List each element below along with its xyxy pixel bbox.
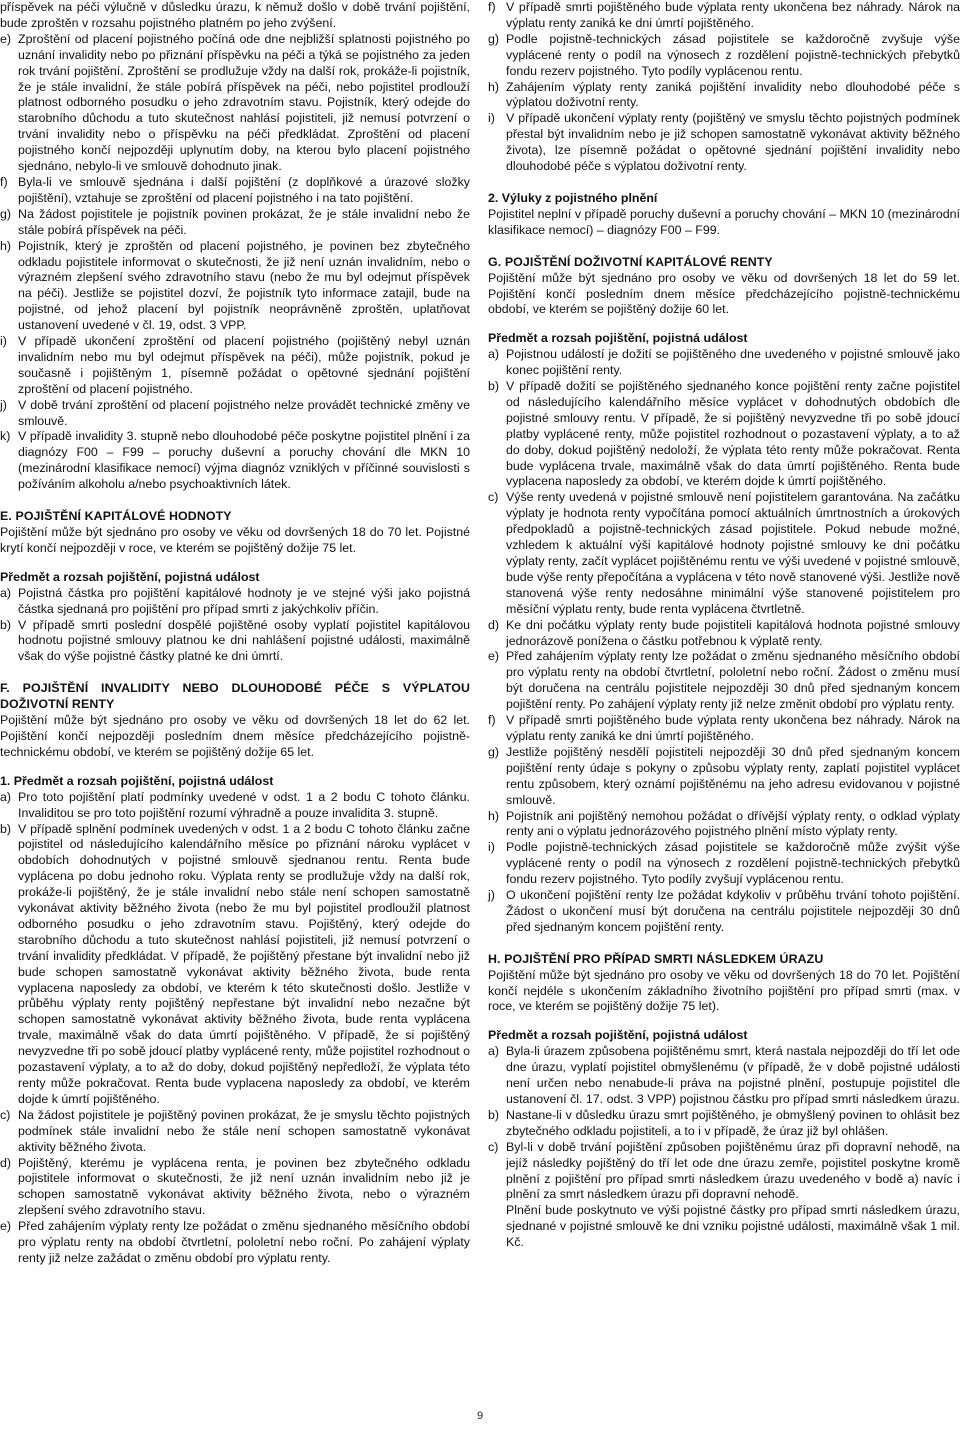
- list-section-d-tail: [0, 32, 470, 493]
- section-heading-e: E. POJIŠTĚNÍ KAPITÁLOVÉ HODNOTY: [0, 509, 232, 524]
- closing-paragraph: Plnění bude poskytnuto ve výši pojistné částky pro případ smrti následkem úrazu, sjednané v pojistné smlouvě ke dni vzniku pojistné události, maximálně však 1 mil. Kč.: [506, 1203, 960, 1250]
- list-item: g) Jestliže pojištěný nesdělí pojistiteli nejpozději 30 dnů před sjednaným koncem pojištění renty údaje s pokyny o způsobu výplaty renty, zaplatí pojistitel vyplácet rentu způsobem, který oznámí pojištěnému na jeho adresu evidovanou v pojistné smlouvě.: [488, 744, 960, 807]
- list-item: b) V případě splnění podmínek uvedených v odst. 1 a 2 bodu C tohoto článku začne pojistitel od následujícího kalendářního měsíce po přiznání nároku vyplácet v obdobích dohodnutých v pojistné smlouvě sjednanou rentu. Renta bude vyplácena po dobu jednoho roku. Výplata renty se prodlužuje vždy na další rok, prokáže-li pojištěný, že je stále invalidní nebo stále není schopen samostatně vykonávat aktivity běžného života (nebo že mu byl pojistitel prodloužil platnost odborného posudku o jeho zdravotním stavu. Pojištěný, který odejde do starobního důchodu a tuto skutečnost nahlásí pojistiteli, již nemusí potvrzení o trvání invalidity předkládat. V případě, že pojištěný přestane být invalidní nebo již bude schopen samostatně vykonávat aktivity běžného života, bude renta vyplacena naposledy za období, ve kterém k této skutečnosti došlo. Jestliže v průběhu výplaty renty pojištěný nepřestane být invalidní nebo nezačne být schopen samostatně vykonávat aktivity běžného života, bude renta vyplácena trvale, maximálně však do data úmrtí pojištěného. V případě, že si pojištěný nevyzvedne tři po sobě jdoucí platby vyplácené renty, může pojistitel rozhodnout o pozastavení výplaty, a to až do doby, dokud pojištěný nepředloží, že výplata této renty může pokračovat. Renta bude vyplacena naposledy za období, ve kterém dojde k úmrtí pojištěného.: [0, 821, 470, 1106]
- subsection-heading: 1. Předmět a rozsah pojištění, pojistná událost: [0, 773, 274, 788]
- list-item: i) Podle pojistně-technických zásad pojistitele se každoročně může zvýšit výše vyplácené renty o podíl na výnosech z rozdělení pojistně-technických přebytků fondu rezerv pojistného. Tyto podíly zvyšují vyplácenou rentu.: [488, 840, 960, 887]
- list-item: e) Před zahájením výplaty renty lze požádat o změnu sjednaného měsíčního období pro výplatu renty na období čtvrtletní, pololetní nebo roční. Žádost o změnu musí být doručena na centrálu pojistitele nejpozději 30 dnů před sjednaným koncem pojištění renty. Po zahájení výplaty renty již nelze změnit období pro výplatu renty.: [488, 649, 960, 712]
- list-item: a) Byla-li úrazem způsobena pojištěnému smrt, která nastala nejpozději do tří let ode dne úrazu, vyplatí pojistitel obmyšlenému (v případě, že v době pojistné události není určen nebo nenabude-li práva na pojistné plnění, postupuje pojistitel dle ustanovení čl. 17. odst. 3 VPP) pojistnou částku pro případ smrti následkem úrazu.: [488, 1044, 960, 1106]
- subsection-heading: Předmět a rozsah pojištění, pojistná událost: [0, 569, 260, 584]
- page-number: 9: [476, 1410, 484, 1422]
- list-item: d) Ke dni počátku výplaty renty bude pojistiteli kapitálová hodnota pojistné smlouvy jednorázově ponížena o částku potřebnou k výplatě renty.: [488, 617, 960, 648]
- list-item: b) V případě smrti poslední dospělé pojištěné osoby vyplatí pojistitel kapitálovou hodnotu pojistné smlouvy platnou ke dni nahlášení pojistné události, maximálně však do výše pojistné částky platné ke dni úmrtí.: [0, 617, 470, 664]
- list-item: i) V případě ukončení výplaty renty (pojištěný ve smyslu těchto pojistných podmínek přestal být invalidním nebo je již schopen samostatně vykonávat aktivity běžného života), lze písemně požádat o opětovné sjednání pojištění invalidity nebo dlouhodobé péče s výplatou doživotní renty.: [488, 111, 960, 174]
- list-item: h) Pojistník, který je zproštěn od placení pojistného, je povinen bez zbytečného odkladu pojistitele informovat o skutečnosti, že již není uznán invalidním, nebo o výrazném zlepšení svého zdravotního stavu (nebo že mu byl odejmut příspěvek na péči). Jestliže se pojistitel dozví, že pojistník tyto informace zatajil, bude na pojistné, od jehož placení byl pojistník neoprávněně zproštěn, uplatňovat ustanovení uvedené v čl. 19, odst. 3 VPP.: [0, 238, 470, 333]
- section-heading-f: F. POJIŠTĚNÍ INVALIDITY NEBO DLOUHODOBÉ PÉČE S VÝPLATOU DOŽIVOTNÍ RENTY: [0, 681, 470, 712]
- list-item: d) Pojištěný, kterému je vyplácena renta, je povinen bez zbytečného odkladu pojistitele informovat o skutečnosti, že již není uznán invalidním nebo již je schopen samostatně vykonávat aktivity běžného života, nebo o výrazném zlepšení svého zdravotního stavu.: [0, 1155, 470, 1218]
- subsection-heading: 2. Výluky z pojistného plnění: [488, 190, 658, 205]
- list-item: c) Byl-li v době trvání pojištění způsoben pojištěnému úraz při dopravní nehodě, na jejíž následky pojištěný do tří let ode dne úrazu zemře, pojistitel poskytne kromě plnění z pojištění pro případ smrti následkem úrazu uvedeného v bodě a) navíc i plnění za smrt následkem úrazu při dopravní nehodě.: [488, 1139, 960, 1202]
- list-item: j) V době trvání zproštění od placení pojistného nelze provádět technické změny ve smlouvě.: [0, 397, 470, 428]
- list-item: e) Před zahájením výplaty renty lze požádat o změnu sjednaného měsíčního období pro výplatu renty na období čtvrtletní, pololetní nebo roční. Po zahájení výplaty renty již nelze zažádat o změnu období pro výplatu renty.: [0, 1219, 470, 1265]
- list-item: a) Pojistnou událostí je dožití se pojištěného dne uvedeného v pojistné smlouvě jako konec pojištění renty.: [488, 347, 960, 378]
- list-item: f) Byla-li ve smlouvě sjednána i další pojištění (z doplňkové a úrazové složky pojištění), vztahuje se zproštění od placení pojistného i na tato pojištění.: [0, 174, 470, 205]
- list-item: k) V případě invalidity 3. stupně nebo dlouhodobé péče poskytne pojistitel plnění i za diagnózy F00 – F99 – poruchy duševní a poruchy chování dle MKN 10 (mezinárodní klasifikace nemocí) výjma diagnóz vzniklých v příčinné souvislosti s požíváním alkoholu a/nebo psychoaktivních látek.: [0, 429, 470, 492]
- list-item: c) Výše renty uvedená v pojistné smlouvě není pojistitelem garantována. Na začátku výplaty je hodnota renty vypočítána pomocí aktuálních úmrtnostních a úrokových předpokladů a pojistně-technických zásad pojistitele. Pokud nebude možné, vzhledem k aktuální výši kapitálové hodnoty pojistné smlouvy ke dni počátku výplaty renty, začít vyplácet pojištěnému rentu ve výši uvedené v pojistné smlouvě, bude výše renty přepočítána a vyplácena v této nově stanovené výši. Jestliže nově stanovená výše renty nedosáhne minimální výše stanovené pojistitelem pro měsíční výplatu renty, bude renta vyplácena čtvrtletně.: [488, 490, 960, 616]
- section-heading-g: G. POJIŠTĚNÍ DOŽIVOTNÍ KAPITÁLOVÉ RENTY: [488, 254, 773, 269]
- list-item: f) V případě smrti pojištěného bude výplata renty ukončena bez náhrady. Nárok na výplatu renty zaniká ke dni úmrtí pojištěného.: [488, 713, 960, 743]
- list-item: a) Pojistná částka pro pojištění kapitálové hodnoty je ve stejné výši jako pojistná částka sjednaná pro pojištění pro případ smrti z jakýchkoliv příčin.: [0, 585, 470, 616]
- section-intro: Pojištění může být sjednáno pro osoby ve věku od dovršených 18 do 70 let. Pojištění končí nejdéle s ukončením základního životního pojištění pro případ smrti (max. v roce, ve kterém se pojištěný dožije 75 let).: [488, 967, 960, 1014]
- list-item: f) V případě smrti pojištěného bude výplata renty ukončena bez náhrady. Nárok na výplatu renty zaniká ke dni úmrtí pojištěného.: [488, 0, 960, 30]
- paragraph: Pojistitel neplní v případě poruchy duševní a poruchy chování – MKN 10 (mezinárodní klasifikace nemocí) – diagnózy F00 – F99.: [488, 206, 960, 237]
- list-item: h) Zahájením výplaty renty zaniká pojištění invalidity nebo dlouhodobé péče s výplatou doživotní renty.: [488, 79, 960, 110]
- list-item: c) Na žádost pojistitele je pojištěný povinen prokázat, že je smyslu těchto pojistných podmínek stále invalidní nebo že stále není schopen samostatně vykonávat aktivity běžného života.: [0, 1107, 470, 1154]
- section-intro: Pojištění může být sjednáno pro osoby ve věku od dovršených 18 let do 62 let. Pojištění končí nejpozději posledním dnem měsíce předcházejícího pojistně-technickému období, ve kterém se pojištěný dožije 65 let.: [0, 713, 470, 759]
- list-item: b) V případě dožití se pojištěného sjednaného konce pojištění renty začne pojistitel od následujícího kalendářního měsíce vyplácet v dohodnutých obdobích dle pojistné smlouvy rentu. V případě, že si pojištěný nevyzvedne tři po sobě jdoucí platby vyplácené renty, může pojistitel rozhodnout o pozastavení výplaty, a to až do doby, dokud pojištěný nedoloží, že výplata této renty může pokračovat. Renta bude vyplácena trvale, maximálně však do data úmrtí pojištěného. Renta bude vyplacena naposledy za období, ve kterém dojde k úmrtí pojištěného.: [488, 379, 960, 489]
- list-item: g) Na žádost pojistitele je pojistník povinen prokázat, že je stále invalidní nebo že stále pobírá příspěvek na péči.: [0, 206, 470, 237]
- subsection-heading: Předmět a rozsah pojištění, pojistná událost: [488, 331, 748, 346]
- right-column: [488, 0, 960, 1251]
- subsection-heading: Předmět a rozsah pojištění, pojistná událost: [488, 1028, 748, 1043]
- list-item: e) Zproštění od placení pojistného počíná ode dne nejbližší splatnosti pojistného po uznání invalidity nebo po přiznání příspěvku na péči a týká se pojistného za jeden rok trvání pojištění. Zproštění se prodlužuje vždy na další rok, prokáže-li pojistník, že je stále invalidní, že stále pobírá příspěvek na péči, nebo pojistitel prodlouží platnost odborného posudku o jeho zdravotním stavu. Pojistník, který odejde do starobního důchodu a tuto skutečnost nahlásí pojistiteli, již nemusí potvrzení o trvání invalidity nebo o příspěvku na péči předkládat. Zproštění od placení pojistného končí nejpozději uplynutím doby, na kterou bylo placení pojistného sjednáno, nebylo-li ve smlouvě dohodnuto jinak.: [0, 31, 470, 174]
- section-intro: Pojištění může být sjednáno pro osoby ve věku od dovršených 18 do 70 let. Pojistné krytí končí nejpozději v roce, ve kterém se pojištěný dožije 75 let.: [0, 525, 470, 555]
- list-item: i) V případě ukončení zproštění od placení pojistného (pojištěný nebyl uznán invalidním nebo mu byl odejmut příspěvek na péči), může pojistník, pokud je současně i pojištěným 1, písemně požádat o opětovné sjednání pojištění zproštění od placení pojistného.: [0, 334, 470, 396]
- list-item: b) Nastane-li v důsledku úrazu smrt pojištěného, je obmyšlený povinen to ohlásit bez zbytečného odkladu pojistiteli, a to i v případě, že úraz již byl ohlášen.: [488, 1107, 960, 1138]
- list-item: g) Podle pojistně-technických zásad pojistitele se každoročně zvyšuje výše vyplácené renty o podíl na výnosech z rozdělení pojistně-technických přebytků fondu rezerv pojistného. Tyto podíly vyplácenou rentu.: [488, 31, 960, 78]
- section-intro: Pojištění může být sjednáno pro osoby ve věku od dovršených 18 let do 59 let. Pojištění končí posledním dnem měsíce předcházejícího pojistně-technickému období, ve kterém se pojištěný dožije 60 let.: [488, 270, 960, 317]
- list-item: j) O ukončení pojištění renty lze požádat kdykoliv v průběhu trvání tohoto pojištění. Žádost o ukončení musí být doručena na centrálu pojistitele nejpozději 30 dnů před sjednaným koncem pojištění renty.: [488, 888, 960, 934]
- list-item: h) Pojistník ani pojištěný nemohou požádat o dřívější výplaty renty, o odklad výplaty renty ani o výplatu jednorázového pojistného plnění místo výplaty renty.: [488, 808, 960, 839]
- section-heading-h: H. POJIŠTĚNÍ PRO PŘÍPAD SMRTI NÁSLEDKEM ÚRAZU: [488, 951, 824, 966]
- continued-paragraph: příspěvek na péči výlučně v důsledku úrazu, k němuž došlo v době trvání pojištění, bude zproštěn v rozsahu pojistného platném po jeho zvýšení.: [0, 0, 470, 30]
- left-column: [0, 0, 470, 1267]
- list-item: a) Pro toto pojištění platí podmínky uvedené v odst. 1 a 2 bodu C tohoto článku. Invaliditou se pro toto pojištění rozumí výhradně a pouze invalidita 3. stupně.: [0, 789, 470, 820]
